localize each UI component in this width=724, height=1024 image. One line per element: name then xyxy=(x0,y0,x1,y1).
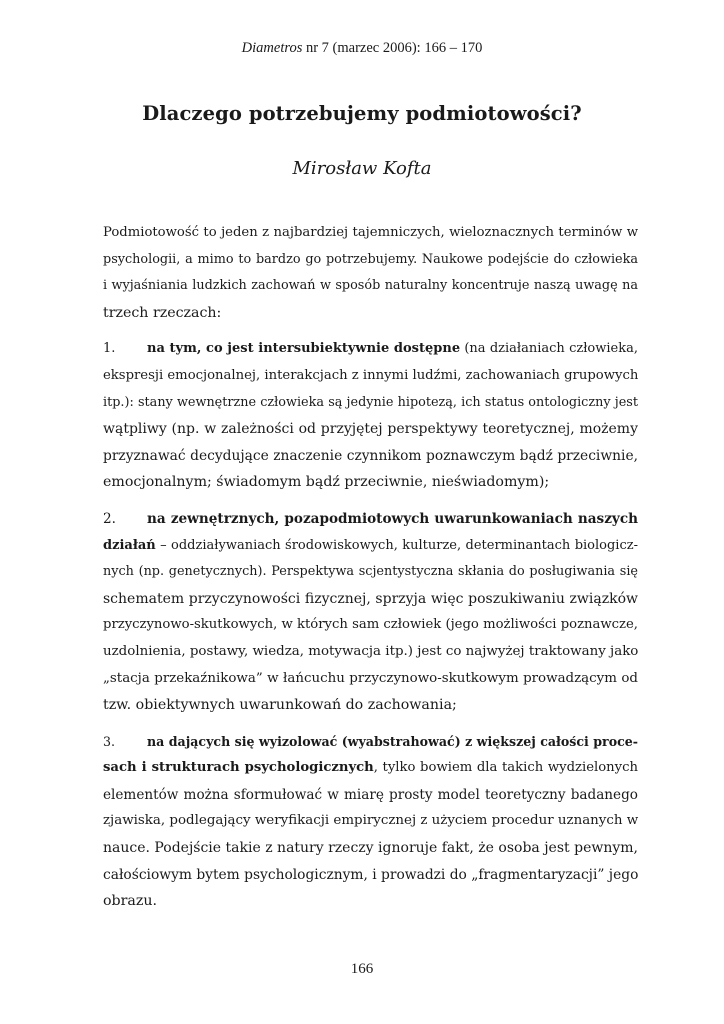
running-header xyxy=(0,40,724,57)
text-line: trzech rzeczach: xyxy=(103,304,222,321)
list-item-3 xyxy=(103,729,638,915)
text-line: zjawiska, podlegający weryfikacji empirycznej z użyciem procedur uznanych w xyxy=(103,813,639,829)
item-text: , tylko bowiem dla takich wydzielonych xyxy=(373,760,638,776)
text-line xyxy=(103,336,638,363)
page-number: 166 xyxy=(350,961,374,977)
text-line: przyczynowo-skutkowych, w których sam człowiek (jego możliwości poznawcze, xyxy=(103,617,638,633)
text-line: wątpliwy (np. w zależności od przyjętej perspektywy teoretycznej, możemy xyxy=(103,421,638,438)
text-line: itp.): stany wewnętrzne człowieka są jedynie hipotezą, ich status ontologiczny jest xyxy=(103,394,638,410)
item-emphasis: na zewnętrznych, pozapodmiotowych uwarunkowaniach naszych xyxy=(147,510,638,527)
item-number: 2. xyxy=(103,510,116,527)
text-line xyxy=(103,729,638,756)
text-line: całościowym bytem psychologicznym, i prowadzi do „fragmentaryzacji” jego xyxy=(103,866,639,883)
text-line xyxy=(103,755,638,782)
text-line: nych (np. genetycznych). Perspektywa scjentystyczna skłania do posługiwania się xyxy=(103,564,638,580)
item-number: 3. xyxy=(103,733,116,749)
item-emphasis: na tym, co jest intersubiektywnie dostępne xyxy=(147,341,461,357)
item-text: (na działaniach człowieka, xyxy=(460,341,638,357)
journal-citation: nr 7 (marzec 2006): 166 – 170 xyxy=(302,40,483,56)
article-author: Mirosław Kofta xyxy=(292,158,432,179)
text-line: Podmiotowość to jeden z najbardziej tajemniczych, wieloznacznych terminów w xyxy=(103,225,638,240)
journal-name: Diametros xyxy=(241,40,303,56)
text-line xyxy=(103,506,638,533)
item-emphasis: działań xyxy=(103,537,156,553)
text-line: przyznawać decydujące znaczenie czynnikom poznawczym bądź przeciwnie, xyxy=(103,447,638,464)
list-item-2 xyxy=(103,506,638,719)
text-line: uzdolnienia, postawy, wiedza, motywacja itp.) jest co najwyżej traktowany jako xyxy=(103,643,639,659)
item-text: – oddziaływaniach środowiskowych, kulturze, determinantach biologicz- xyxy=(155,537,638,553)
text-line: elementów można sformułować w miarę prosty model teoretyczny badanego xyxy=(103,786,638,803)
text-line: ekspresji emocjonalnej, interakcjach z innymi ludźmi, zachowaniach grupowych xyxy=(103,367,639,383)
text-line: obrazu. xyxy=(103,893,157,910)
item-emphasis: sach i strukturach psychologicznych xyxy=(103,760,374,776)
intro-paragraph xyxy=(103,220,638,326)
text-line: nauce. Podejście takie z natury rzeczy ignoruje fakt, że osoba jest pewnym, xyxy=(103,840,638,857)
text-line: „stacja przekaźnikowa” w łańcuchu przyczynowo-skutkowym prowadzącym od xyxy=(103,670,638,686)
item-emphasis: na dających się wyizolować (wyabstrahować) z większej całości proce- xyxy=(147,733,638,749)
text-line: i wyjaśniania ludzkich zachowań w sposób naturalny koncentruje naszą uwagę na xyxy=(103,278,638,294)
list-item-1 xyxy=(103,336,638,496)
item-number: 1. xyxy=(103,341,116,357)
article-title: Dlaczego potrzebujemy podmiotowości? xyxy=(142,102,582,125)
article-body xyxy=(103,220,638,925)
text-line: schematem przyczynowości fizycznej, sprzyja więc poszukiwaniu związków xyxy=(103,590,638,607)
text-line xyxy=(103,533,638,560)
text-line: psychologii, a mimo to bardzo go potrzebujemy. Naukowe podejście do człowieka xyxy=(103,251,638,267)
text-line: tzw. obiektywnych uwarunkowań do zachowania; xyxy=(103,697,457,714)
text-line: emocjonalnym; świadomym bądź przeciwnie, nieświadomym); xyxy=(103,474,550,491)
